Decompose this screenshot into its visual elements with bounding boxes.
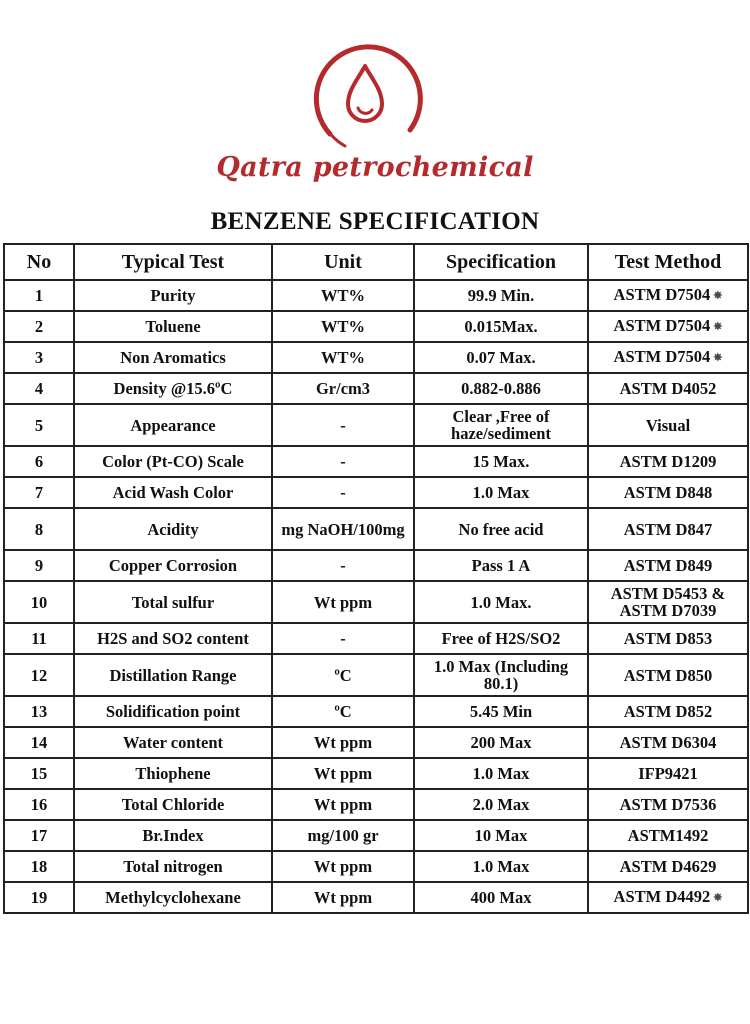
cell-no xyxy=(4,727,74,758)
table-row xyxy=(4,280,748,311)
cell-specification xyxy=(414,623,588,654)
cell-no xyxy=(4,404,74,446)
table-row xyxy=(4,477,748,508)
cell-specification xyxy=(414,758,588,789)
cell-unit xyxy=(272,581,414,623)
cell-typical-test xyxy=(74,311,272,342)
cell-no-text: 11 xyxy=(31,629,47,648)
table-header-row xyxy=(4,244,748,280)
cell-unit xyxy=(272,404,414,446)
cell-specification xyxy=(414,373,588,404)
cell-specification-text: Clear ,Free of haze/sediment xyxy=(451,407,551,443)
table-row xyxy=(4,623,748,654)
cell-specification-text: 15 Max. xyxy=(472,452,530,471)
cell-unit-text: Wt ppm xyxy=(313,795,373,814)
cell-unit xyxy=(272,727,414,758)
cell-typical-test xyxy=(74,404,272,446)
cell-typical-test-text: Solidification point xyxy=(105,702,241,721)
cell-typical-test-text: Total sulfur xyxy=(131,592,215,612)
cell-typical-test-text: Non Aromatics xyxy=(120,348,226,367)
cell-typical-test-text: Distillation Range xyxy=(109,665,237,685)
cell-unit xyxy=(272,477,414,508)
cell-no-text: 18 xyxy=(30,857,48,876)
cell-test-method xyxy=(588,508,748,550)
cell-test-method xyxy=(588,280,748,311)
cell-test-method xyxy=(588,311,748,342)
cell-test-method-text: IFP9421 xyxy=(638,764,698,783)
cell-test-method xyxy=(588,820,748,851)
cell-specification-text: 0.015Max. xyxy=(464,317,538,336)
table-row xyxy=(4,373,748,404)
cell-test-method-text: ASTM D4629 xyxy=(619,857,717,876)
cell-unit-text: mg/100 gr xyxy=(307,826,379,845)
cell-test-method-text: ASTM D1209 xyxy=(619,452,717,471)
cell-unit-text: - xyxy=(340,629,346,648)
cell-test-method-text: ASTM D4052 xyxy=(619,379,717,398)
cell-specification xyxy=(414,446,588,477)
cell-typical-test-text: Toluene xyxy=(145,317,201,336)
cell-unit-text: Wt ppm xyxy=(313,592,373,612)
cell-test-method xyxy=(588,373,748,404)
cell-test-method xyxy=(588,882,748,913)
cell-specification xyxy=(414,696,588,727)
cell-specification-text: Pass 1 A xyxy=(471,556,531,575)
cell-specification xyxy=(414,820,588,851)
cell-no xyxy=(4,696,74,727)
cell-no-text: 8 xyxy=(34,519,44,539)
cell-unit-text: Wt ppm xyxy=(313,764,373,783)
cell-specification-text: 99.9 Min. xyxy=(467,286,535,305)
cell-test-method xyxy=(588,404,748,446)
cell-unit-text: WT% xyxy=(320,317,365,336)
cell-no xyxy=(4,882,74,913)
table-body xyxy=(4,280,748,913)
cell-test-method-text: ASTM D852 xyxy=(623,702,713,721)
table-row xyxy=(4,727,748,758)
cell-test-method xyxy=(588,342,748,373)
cell-specification xyxy=(414,851,588,882)
cell-no-text: 1 xyxy=(34,286,44,305)
cell-unit-text: WT% xyxy=(320,286,365,305)
cell-test-method xyxy=(588,623,748,654)
cell-specification-text: 1.0 Max. xyxy=(470,592,532,612)
page-title: BENZENE SPECIFICATION xyxy=(210,208,540,235)
cell-unit xyxy=(272,508,414,550)
cell-no xyxy=(4,508,74,550)
table-row xyxy=(4,789,748,820)
cell-typical-test-text: Appearance xyxy=(130,415,216,435)
cell-typical-test-text: Methylcyclohexane xyxy=(105,888,241,907)
cell-no xyxy=(4,758,74,789)
cell-specification-text: Free of H2S/SO2 xyxy=(441,629,561,648)
cell-typical-test xyxy=(74,581,272,623)
brand-logo xyxy=(0,0,750,200)
cell-test-method-text: ASTM D847 xyxy=(623,519,713,539)
cell-unit-text: Wt ppm xyxy=(313,857,373,876)
asterisk-icon: ✵ xyxy=(713,891,723,904)
cell-test-method xyxy=(588,446,748,477)
cell-no xyxy=(4,623,74,654)
cell-specification-text: 0.07 Max. xyxy=(466,348,536,367)
cell-typical-test-text: Copper Corrosion xyxy=(108,556,238,575)
table-row xyxy=(4,404,748,446)
cell-typical-test xyxy=(74,727,272,758)
cell-specification xyxy=(414,550,588,581)
table-row xyxy=(4,820,748,851)
cell-test-method-text: ASTM D7504 xyxy=(613,316,711,336)
cell-specification-text: 400 Max xyxy=(470,888,532,907)
cell-no-text: 3 xyxy=(34,348,44,367)
cell-typical-test xyxy=(74,758,272,789)
cell-specification-text: 1.0 Max xyxy=(472,764,530,783)
cell-specification xyxy=(414,727,588,758)
table-row xyxy=(4,508,748,550)
cell-typical-test xyxy=(74,280,272,311)
cell-unit xyxy=(272,342,414,373)
cell-unit-text: - xyxy=(340,452,346,471)
cell-typical-test xyxy=(74,446,272,477)
cell-unit-text: Gr/cm3 xyxy=(315,379,371,398)
cell-no xyxy=(4,550,74,581)
cell-test-method-text: ASTM D848 xyxy=(623,483,713,502)
cell-specification-text: 1.0 Max xyxy=(472,857,530,876)
cell-no-text: 15 xyxy=(30,764,48,783)
cell-test-method-text: ASTM D849 xyxy=(623,556,713,575)
cell-specification xyxy=(414,280,588,311)
cell-specification xyxy=(414,789,588,820)
cell-typical-test-text: Purity xyxy=(150,286,196,305)
cell-typical-test xyxy=(74,851,272,882)
cell-no xyxy=(4,851,74,882)
cell-unit-text: ºC xyxy=(334,665,352,685)
cell-unit-text: - xyxy=(340,556,346,575)
cell-test-method-text: ASTM D850 xyxy=(623,665,713,685)
cell-specification-text: 2.0 Max xyxy=(472,795,530,814)
cell-unit xyxy=(272,311,414,342)
cell-no xyxy=(4,280,74,311)
cell-test-method xyxy=(588,477,748,508)
cell-specification-text: 1.0 Max (Including 80.1) xyxy=(433,657,569,693)
asterisk-icon: ✵ xyxy=(713,320,723,333)
cell-no xyxy=(4,654,74,696)
cell-test-method xyxy=(588,727,748,758)
table-row xyxy=(4,882,748,913)
table-row xyxy=(4,311,748,342)
cell-specification xyxy=(414,477,588,508)
cell-typical-test xyxy=(74,789,272,820)
cell-unit xyxy=(272,446,414,477)
cell-typical-test-text: Thiophene xyxy=(135,764,211,783)
cell-test-method-text: ASTM D7536 xyxy=(619,795,717,814)
table-row xyxy=(4,696,748,727)
cell-unit xyxy=(272,851,414,882)
cell-no-text: 7 xyxy=(34,483,44,502)
cell-no-text: 5 xyxy=(34,415,44,435)
cell-unit-text: Wt ppm xyxy=(313,888,373,907)
cell-no-text: 6 xyxy=(34,452,44,471)
table-row xyxy=(4,654,748,696)
cell-unit xyxy=(272,820,414,851)
cell-specification-text: 10 Max xyxy=(474,826,528,845)
cell-test-method-text: ASTM D4492 xyxy=(613,887,711,907)
table-row xyxy=(4,851,748,882)
cell-no-text: 12 xyxy=(30,665,48,685)
cell-unit-text: - xyxy=(340,415,346,435)
cell-specification xyxy=(414,311,588,342)
cell-no-text: 2 xyxy=(34,317,44,336)
cell-typical-test xyxy=(74,882,272,913)
cell-test-method xyxy=(588,654,748,696)
asterisk-icon: ✵ xyxy=(713,351,723,364)
cell-specification-text: No free acid xyxy=(458,519,544,539)
cell-test-method xyxy=(588,550,748,581)
specification-table xyxy=(3,243,749,914)
table-row xyxy=(4,342,748,373)
cell-typical-test xyxy=(74,654,272,696)
cell-unit xyxy=(272,789,414,820)
table-row xyxy=(4,446,748,477)
table-row xyxy=(4,581,748,623)
header-no: No xyxy=(4,244,74,280)
cell-test-method-text: ASTM D6304 xyxy=(619,733,717,752)
cell-typical-test xyxy=(74,342,272,373)
cell-test-method-text: Visual xyxy=(645,415,691,435)
oil-drop-icon xyxy=(300,34,430,164)
cell-typical-test xyxy=(74,477,272,508)
brand-name: Qatra petrochemical xyxy=(216,152,534,183)
cell-specification-text: 200 Max xyxy=(470,733,532,752)
cell-no-text: 19 xyxy=(30,888,48,907)
cell-unit xyxy=(272,758,414,789)
cell-test-method xyxy=(588,758,748,789)
cell-no-text: 16 xyxy=(30,795,48,814)
cell-typical-test xyxy=(74,820,272,851)
cell-test-method-text: ASTM D5453 & ASTM D7039 xyxy=(610,584,726,620)
cell-typical-test xyxy=(74,550,272,581)
cell-unit xyxy=(272,882,414,913)
table-row xyxy=(4,550,748,581)
cell-no xyxy=(4,581,74,623)
cell-test-method-text: ASTM D7504 xyxy=(613,347,711,367)
cell-unit xyxy=(272,623,414,654)
table-row xyxy=(4,758,748,789)
cell-test-method-text: ASTM D853 xyxy=(623,629,713,648)
header-specification: Specification xyxy=(414,244,588,280)
cell-typical-test xyxy=(74,373,272,404)
cell-no-text: 4 xyxy=(34,379,44,398)
asterisk-icon: ✵ xyxy=(713,289,723,302)
cell-test-method-text: ASTM D7504 xyxy=(613,285,711,305)
cell-typical-test-text: Color (Pt-CO) Scale xyxy=(102,452,244,471)
cell-typical-test xyxy=(74,696,272,727)
cell-unit-text: WT% xyxy=(320,348,365,367)
cell-typical-test-text: Density @15.6ºC xyxy=(113,379,233,398)
cell-typical-test-text: Acid Wash Color xyxy=(112,483,234,502)
cell-test-method xyxy=(588,851,748,882)
cell-unit xyxy=(272,696,414,727)
cell-unit-text: mg NaOH/100mg xyxy=(281,519,405,539)
cell-typical-test-text: Br.Index xyxy=(142,826,204,845)
cell-typical-test-text: Water content xyxy=(122,733,224,752)
header-test-method: Test Method xyxy=(588,244,748,280)
cell-no xyxy=(4,789,74,820)
cell-no-text: 17 xyxy=(30,826,48,845)
cell-specification xyxy=(414,654,588,696)
header-unit: Unit xyxy=(272,244,414,280)
cell-unit-text: ºC xyxy=(334,702,352,721)
cell-unit xyxy=(272,654,414,696)
cell-test-method xyxy=(588,789,748,820)
cell-typical-test-text: Total Chloride xyxy=(121,795,225,814)
cell-no xyxy=(4,820,74,851)
cell-no xyxy=(4,446,74,477)
cell-no xyxy=(4,477,74,508)
cell-unit xyxy=(272,550,414,581)
header-typical-test: Typical Test xyxy=(74,244,272,280)
cell-no xyxy=(4,342,74,373)
cell-specification xyxy=(414,404,588,446)
cell-unit-text: Wt ppm xyxy=(313,733,373,752)
cell-specification xyxy=(414,342,588,373)
cell-typical-test xyxy=(74,508,272,550)
cell-specification xyxy=(414,581,588,623)
cell-no xyxy=(4,311,74,342)
cell-no-text: 10 xyxy=(30,592,48,612)
cell-typical-test-text: H2S and SO2 content xyxy=(97,629,249,648)
cell-typical-test-text: Total nitrogen xyxy=(123,857,223,876)
cell-no-text: 13 xyxy=(30,702,48,721)
cell-typical-test-text: Acidity xyxy=(147,519,199,539)
cell-test-method-text: ASTM1492 xyxy=(627,826,709,845)
cell-typical-test xyxy=(74,623,272,654)
cell-no-text: 14 xyxy=(30,733,48,752)
cell-specification-text: 0.882-0.886 xyxy=(461,379,541,398)
cell-test-method xyxy=(588,696,748,727)
cell-unit xyxy=(272,373,414,404)
cell-no xyxy=(4,373,74,404)
cell-specification-text: 5.45 Min xyxy=(469,702,533,721)
cell-unit-text: - xyxy=(340,483,346,502)
cell-no-text: 9 xyxy=(34,556,44,575)
cell-specification-text: 1.0 Max xyxy=(472,483,530,502)
cell-specification xyxy=(414,882,588,913)
cell-test-method xyxy=(588,581,748,623)
cell-specification xyxy=(414,508,588,550)
cell-unit xyxy=(272,280,414,311)
